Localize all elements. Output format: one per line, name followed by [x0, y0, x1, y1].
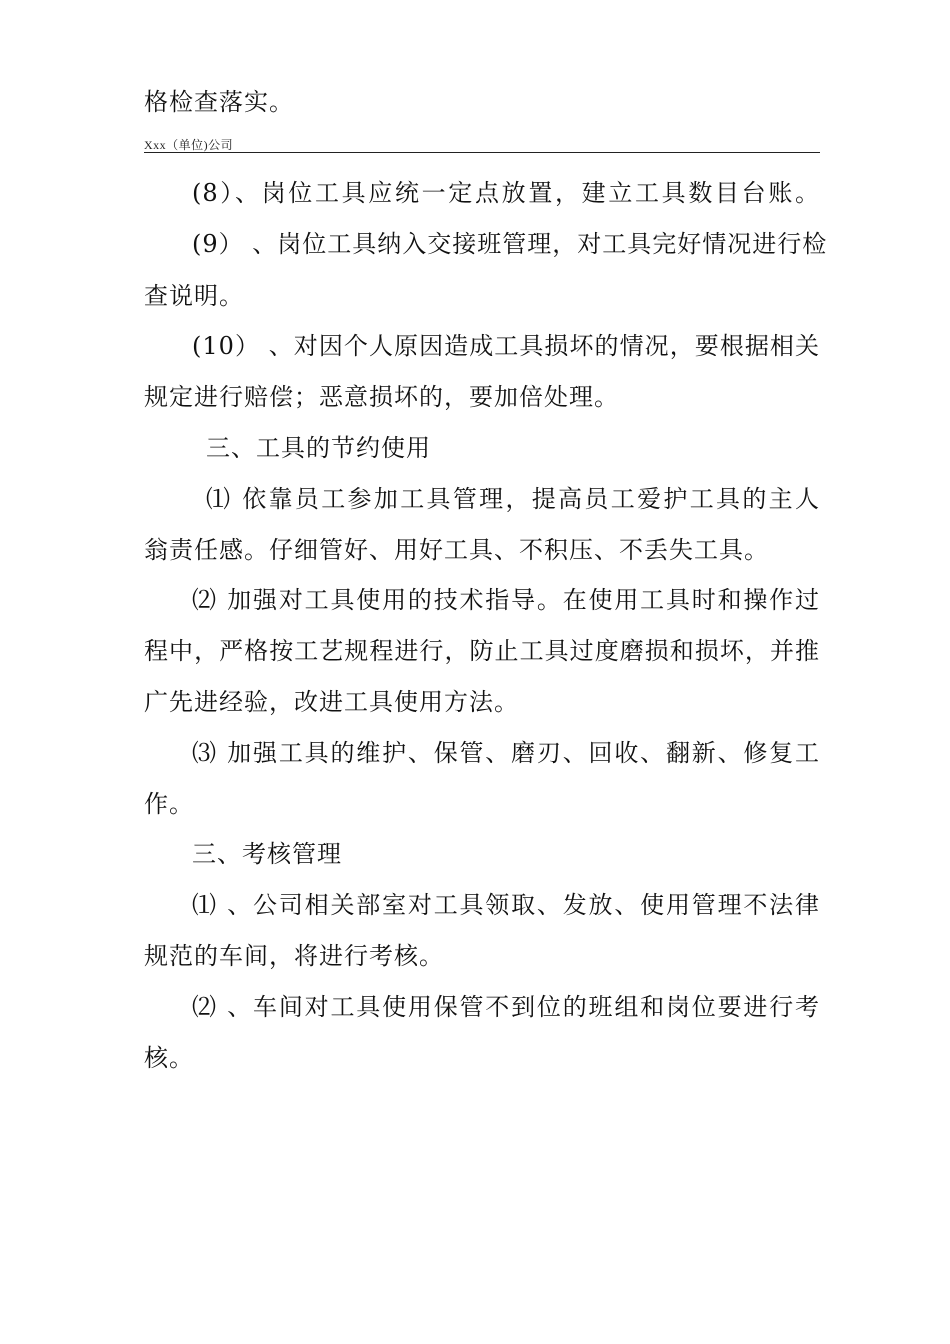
paragraph-line: ⑴ 、公司相关部室对工具领取、发放、使用管理不法律: [192, 891, 820, 919]
paragraph-line: 规范的车间，将进行考核。: [144, 942, 444, 970]
section-heading: 三、考核管理: [192, 840, 342, 868]
paragraph-line: ⑵ 、车间对工具使用保管不到位的班组和岗位要进行考: [192, 993, 820, 1021]
paragraph-line: 翁责任感。仔细管好、用好工具、不积压、不丢失工具。: [144, 536, 769, 564]
paragraph-line: ⑴ 依靠员工参加工具管理，提高员工爱护工具的主人: [206, 485, 820, 513]
paragraph-line: 核。: [144, 1044, 194, 1072]
company-header-label: Xxx（单位)公司: [144, 138, 234, 152]
paragraph-line: (10） 、对因个人原因造成工具损坏的情况，要根据相关: [192, 332, 820, 360]
paragraph-line: 查说明。: [144, 282, 244, 310]
paragraph-line: 程中，严格按工艺规程进行，防止工具过度磨损和损坏，并推: [144, 637, 820, 665]
paragraph-line: (9） 、岗位工具纳入交接班管理，对工具完好情况进行检: [192, 230, 828, 258]
paragraph-line: (8）、岗位工具应统一定点放置，建立工具数目台账。: [192, 179, 820, 207]
paragraph-line: 规定进行赔偿；恶意损坏的，要加倍处理。: [144, 383, 619, 411]
continued-text-line: 格检查落实。: [144, 88, 294, 116]
paragraph-line: ⑶ 加强工具的维护、保管、磨刃、回收、翻新、修复工: [192, 739, 820, 767]
paragraph-line: ⑵ 加强对工具使用的技术指导。在使用工具时和操作过: [192, 586, 820, 614]
paragraph-line: 广先进经验，改进工具使用方法。: [144, 688, 519, 716]
header-rule: [144, 152, 820, 153]
paragraph-line: 作。: [144, 790, 194, 818]
section-heading: 三、工具的节约使用: [206, 434, 431, 462]
